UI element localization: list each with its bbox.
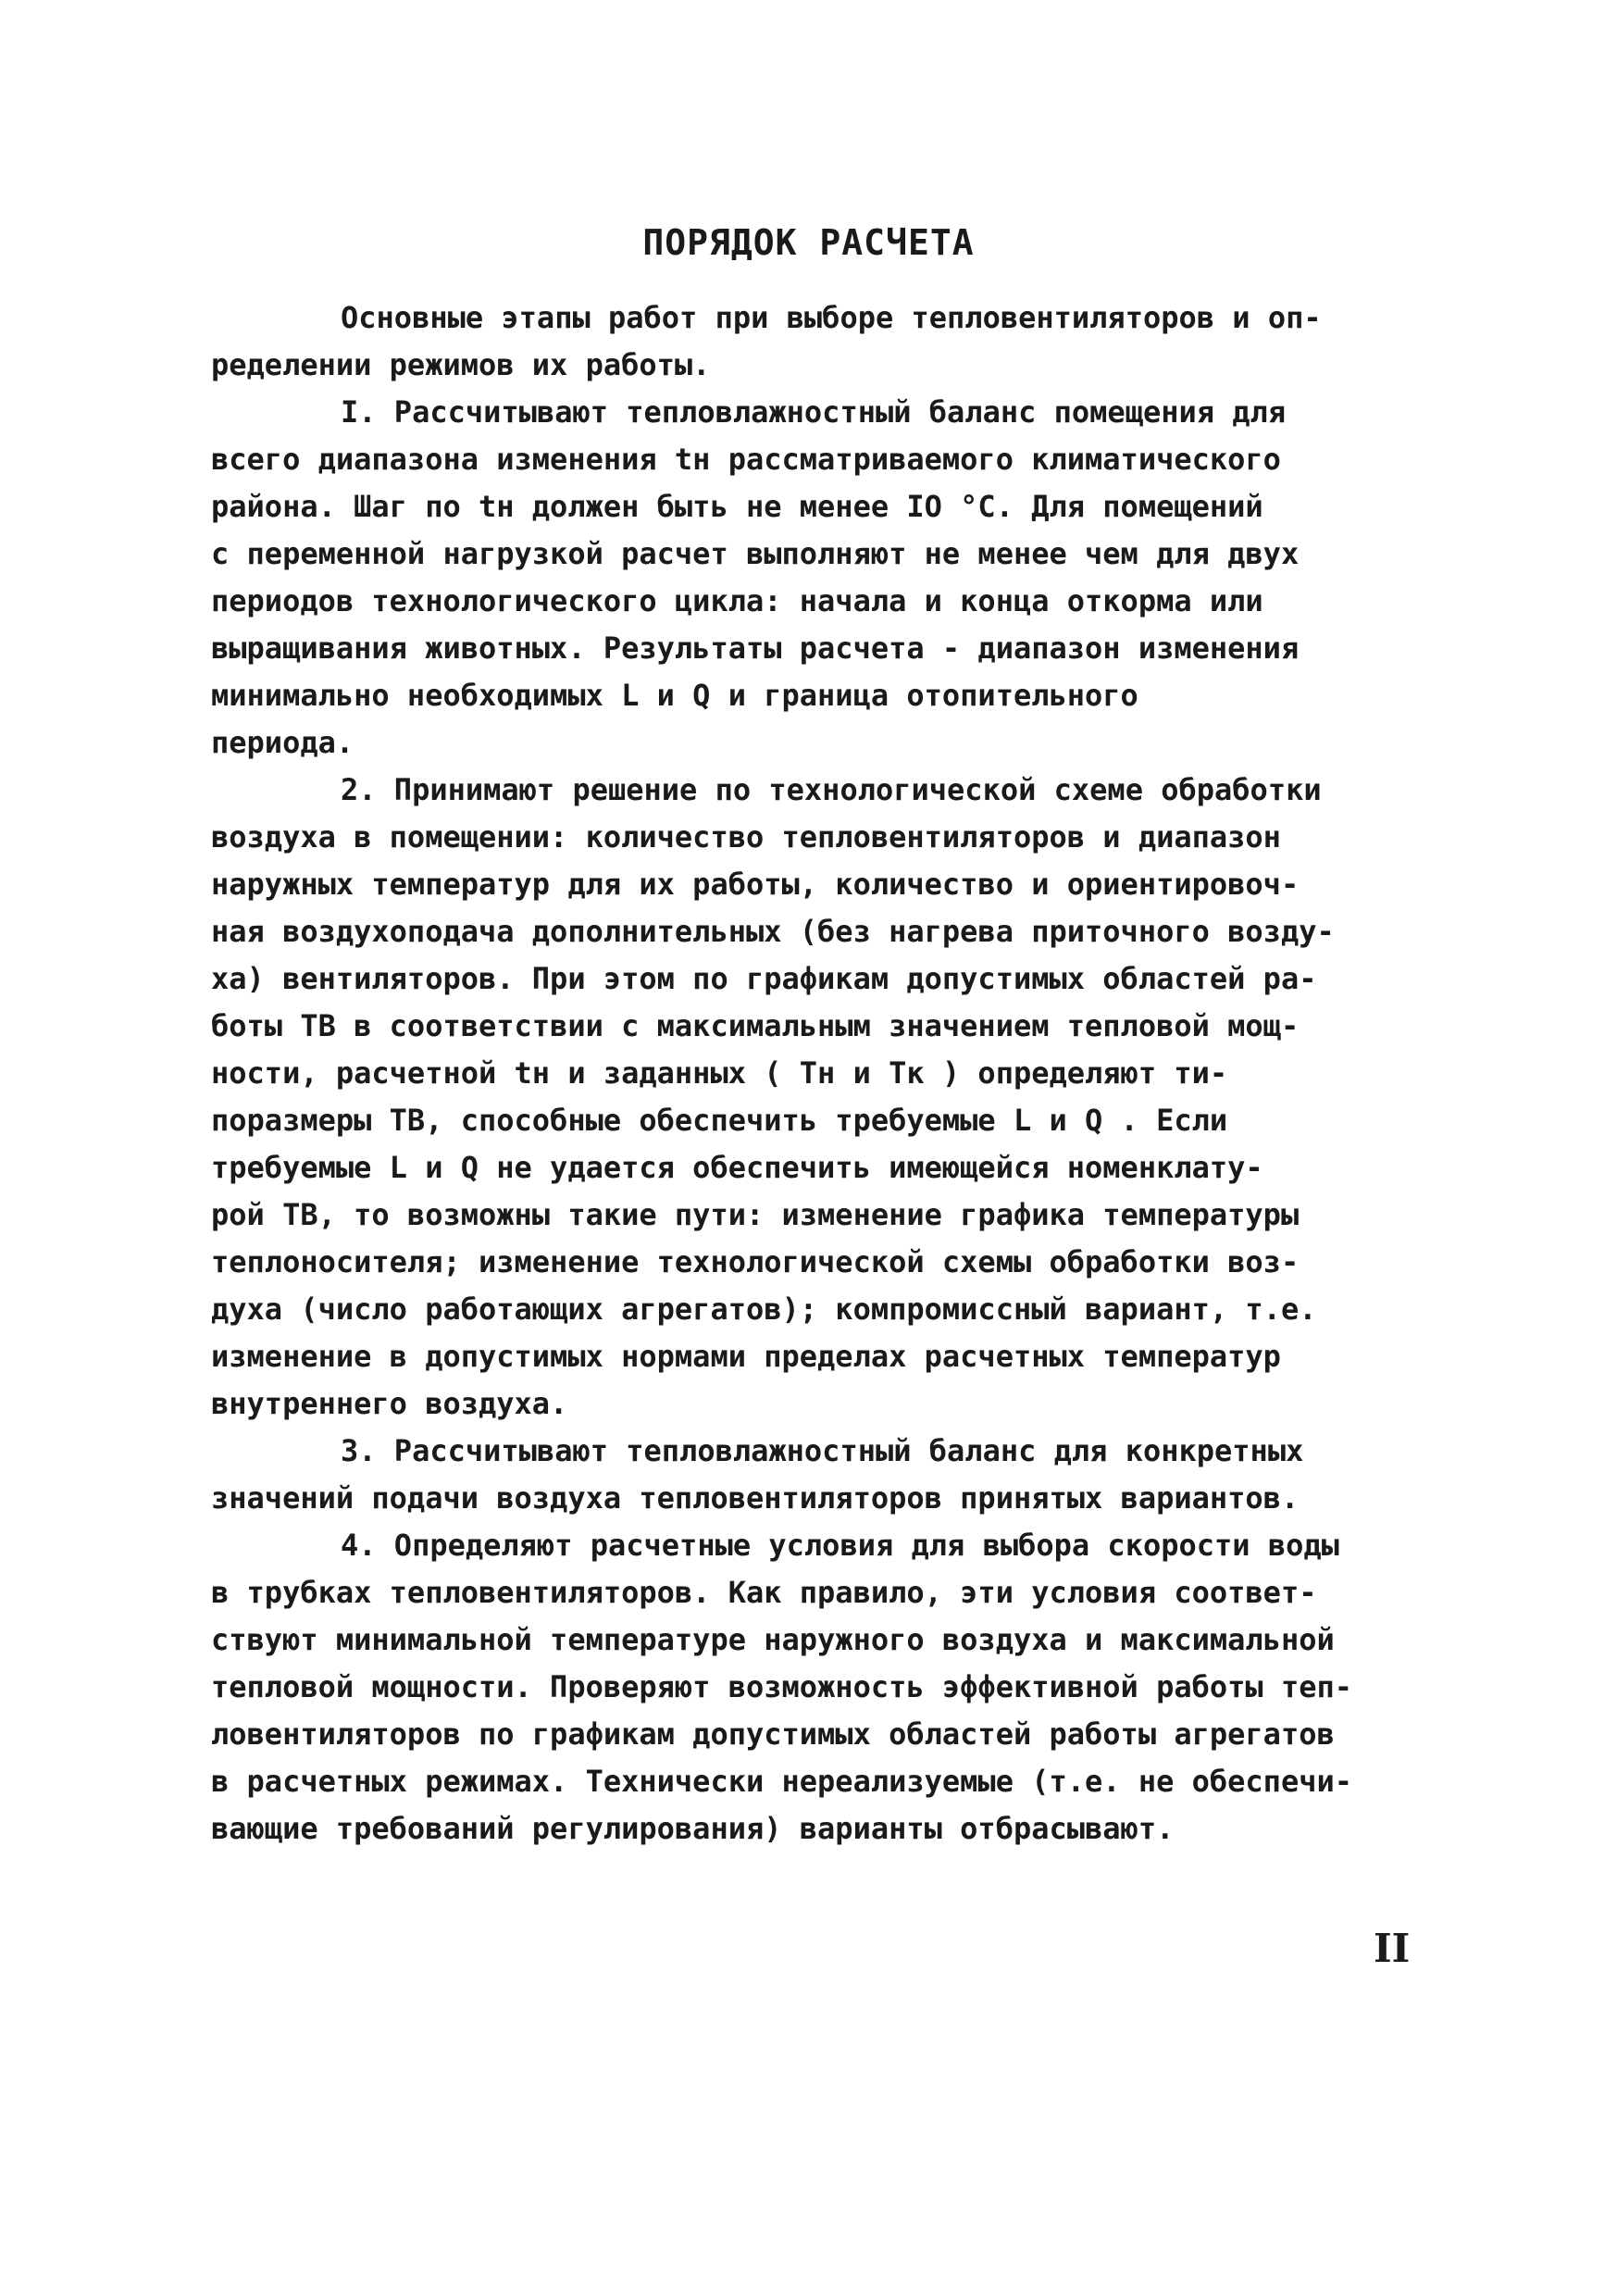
- text-line: ности, расчетной tн и заданных ( Tн и Tк ) определяют ти-: [211, 1055, 1228, 1091]
- text-line: наружных температур для их работы, количество и ориентировоч-: [211, 867, 1300, 902]
- text-line: ределении режимов их работы.: [211, 347, 711, 382]
- text-line: периода.: [211, 725, 354, 760]
- text-line: рой ТВ, то возможны такие пути: изменение графика температуры: [211, 1197, 1300, 1232]
- text-line: внутреннего воздуха.: [211, 1386, 568, 1421]
- text-line: значений подачи воздуха тепловентиляторов принятых вариантов.: [211, 1480, 1300, 1516]
- text-line: выращивания животных. Результаты расчета - диапазон изменения: [211, 630, 1300, 666]
- text-line: I. Рассчитывают тепловлажностный баланс помещения для: [341, 394, 1287, 430]
- text-line: боты ТВ в соответствии с максимальным значением тепловой мощ-: [211, 1008, 1300, 1043]
- text-line: изменение в допустимых нормами пределах расчетных температур: [211, 1339, 1281, 1374]
- text-line: периодов технологического цикла: начала и конца откорма или: [211, 583, 1263, 618]
- text-line: минимально необходимых L и Q и граница отопительного: [211, 678, 1138, 713]
- text-line: поразмеры ТВ, способные обеспечить требуемые L и Q . Если: [211, 1103, 1228, 1138]
- page-number: II: [1374, 1926, 1411, 1971]
- text-line: 2. Принимают решение по технологической схеме обработки: [341, 772, 1322, 807]
- text-line: духа (число работающих агрегатов); компромиссный вариант, т.е.: [211, 1292, 1317, 1327]
- text-line: ха) вентиляторов. При этом по графикам допустимых областей ра-: [211, 961, 1317, 996]
- text-line: теплоносителя; изменение технологической схемы обработки воз-: [211, 1244, 1300, 1279]
- document-body: [211, 294, 1414, 1853]
- text-line: тепловой мощности. Проверяют возможность эффективной работы теп-: [211, 1669, 1352, 1704]
- text-line: Основные этапы работ при выборе тепловентиляторов и оп-: [341, 300, 1322, 335]
- text-line: ная воздухоподача дополнительных (без нагрева приточного возду-: [211, 914, 1335, 949]
- text-line: 3. Рассчитывают тепловлажностный баланс для конкретных: [341, 1433, 1304, 1468]
- text-line: воздуха в помещении: количество тепловентиляторов и диапазон: [211, 819, 1281, 855]
- text-line: с переменной нагрузкой расчет выполняют не менее чем для двух: [211, 536, 1300, 571]
- text-line: ствуют минимальной температуре наружного воздуха и максимальной: [211, 1622, 1335, 1657]
- text-line: в расчетных режимах. Технически нереализуемые (т.е. не обеспечи-: [211, 1764, 1352, 1799]
- text-line: вающие требований регулирования) варианты отбрасывают.: [211, 1811, 1175, 1846]
- text-line: требуемые L и Q не удается обеспечить имеющейся номенклату-: [211, 1150, 1263, 1185]
- text-line: всего диапазона изменения tн рассматриваемого климатического: [211, 442, 1281, 477]
- text-line: 4. Определяют расчетные условия для выбора скорости воды: [341, 1528, 1339, 1563]
- text-line: в трубках тепловентиляторов. Как правило, эти условия соответ-: [211, 1575, 1317, 1610]
- text-line: ловентиляторов по графикам допустимых областей работы агрегатов: [211, 1716, 1335, 1752]
- text-line: района. Шаг по tн должен быть не менее IO °С. Для помещений: [211, 489, 1263, 524]
- page-title: ПОРЯДОК РАСЧЕТА: [642, 222, 975, 263]
